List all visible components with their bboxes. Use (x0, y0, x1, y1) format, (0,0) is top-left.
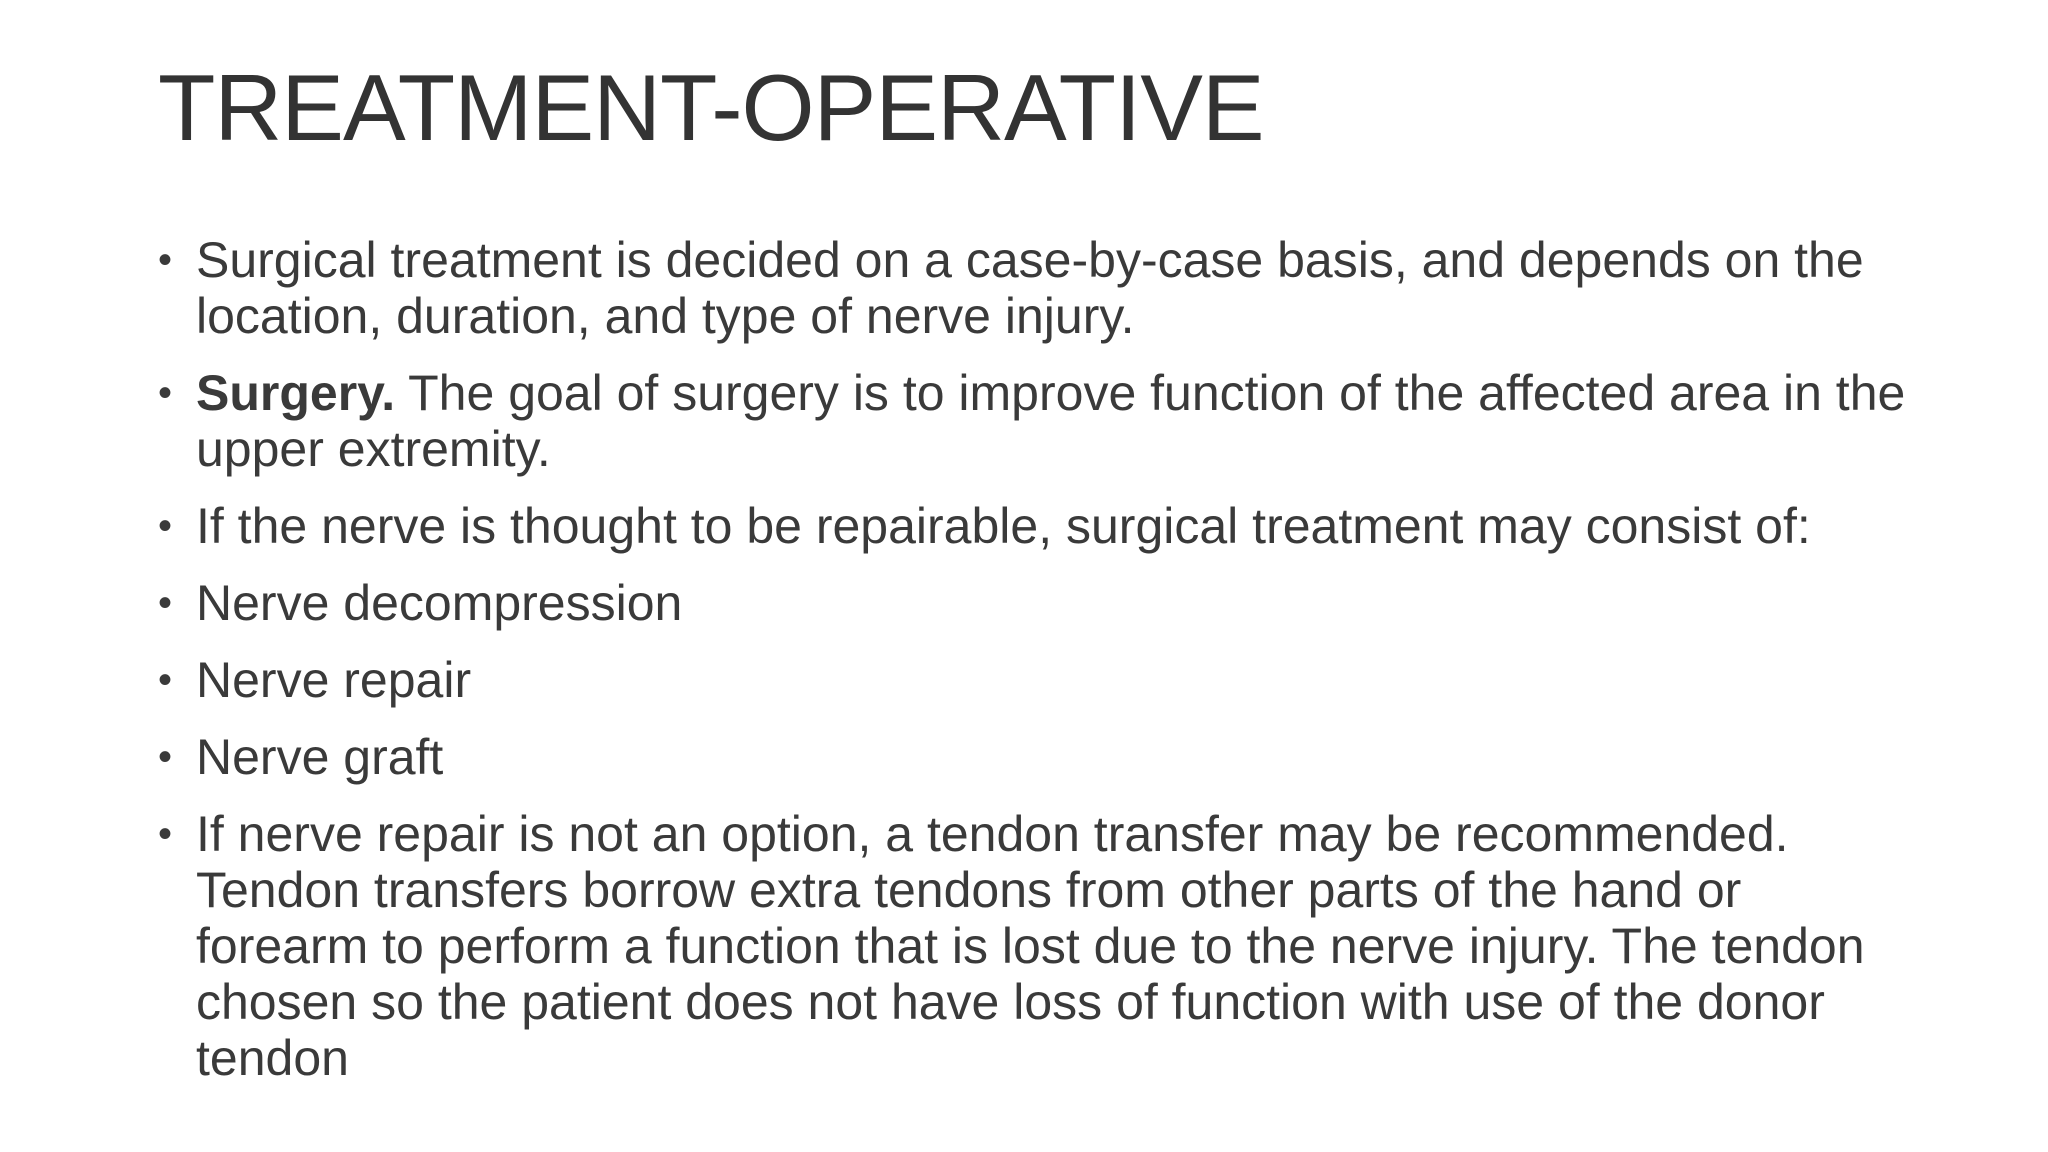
bullet-nerve-repair (158, 652, 1918, 708)
bullet-text: Surgical treatment is decided on a case-by-case basis, and depends on the location, duration, and type of nerve injury. (196, 232, 1864, 344)
bullet-text: The goal of surgery is to improve function of the affected area in the upper extremity. (196, 365, 1906, 477)
bullet-surgical-treatment (158, 232, 1918, 344)
bullet-text: Nerve decompression (196, 575, 683, 631)
bullet-text: If the nerve is thought to be repairable, surgical treatment may consist of: (196, 498, 1811, 554)
bullet-list (158, 232, 1918, 1107)
bullet-bold-lead: Surgery. (196, 365, 396, 421)
bullet-text: If nerve repair is not an option, a tendon transfer may be recommended. Tendon transfers borrow extra tendons from other parts of the hand or forearm to perform a function that is lost due to the nerve injury. The tendon chosen so the patient does not have loss of function with use of the donor tendon (196, 806, 1865, 1086)
bullet-text: Nerve graft (196, 729, 444, 785)
bullet-repairable-nerve (158, 498, 1918, 554)
bullet-nerve-graft (158, 729, 1918, 785)
slide-title: TREATMENT-OPERATIVE (158, 55, 1264, 160)
bullet-nerve-decompression (158, 575, 1918, 631)
bullet-surgery-goal (158, 365, 1918, 477)
bullet-tendon-transfer (158, 806, 1918, 1086)
bullet-text: Nerve repair (196, 652, 472, 708)
